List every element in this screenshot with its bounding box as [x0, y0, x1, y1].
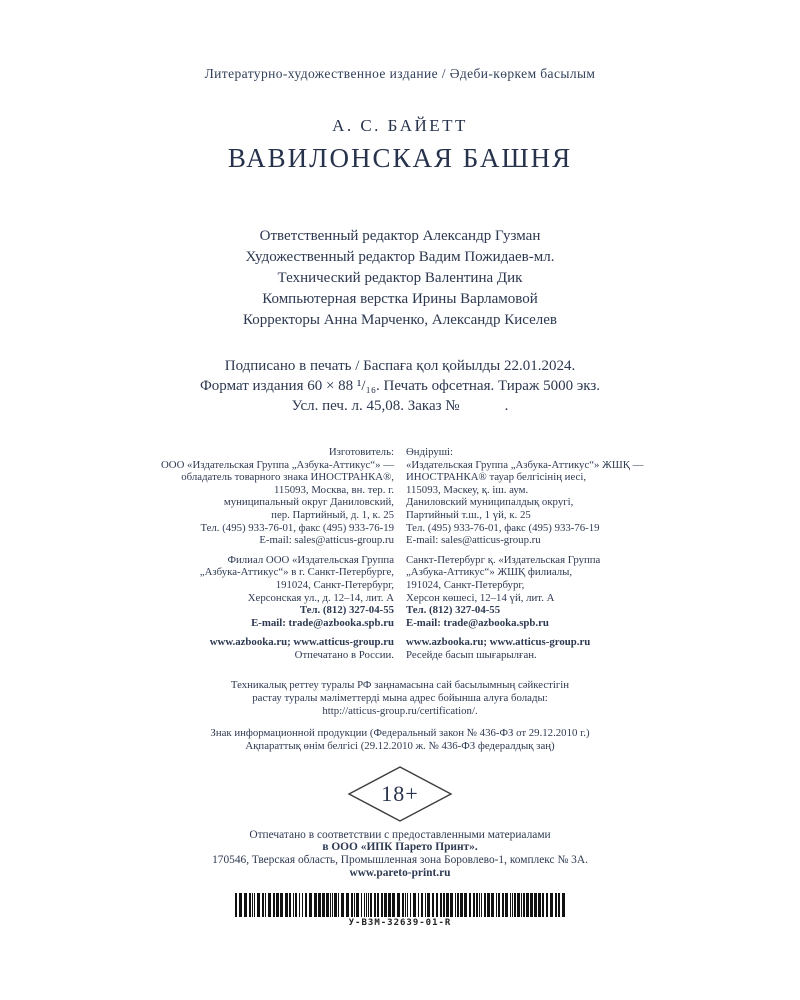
print-info-block: [0, 356, 800, 416]
address-line: Өндіруші:: [406, 446, 454, 458]
address-line: Партийный т.ш., 1 үй, к. 25: [406, 508, 531, 521]
barcode-image: [235, 893, 565, 917]
certification-url-line: http://atticus-group.ru/certification/.: [322, 704, 478, 717]
website-line: www.azbooka.ru; www.atticus-group.ru: [209, 636, 394, 649]
email-line: E-mail: sales@atticus-group.ru: [406, 534, 541, 547]
phone-line: Тел. (495) 933-76-01, факс (495) 933-76-19: [200, 521, 394, 534]
address-line: Херсон көшесі, 12–14 үй, лит. А: [406, 591, 555, 604]
address-line: Изготовитель:: [328, 446, 394, 458]
address-line: ООО «Издательская Группа „Азбука-Аттикус“» —: [160, 458, 394, 471]
address-line: Филиал ООО «Издательская Группа: [227, 553, 394, 566]
email-line: E-mail: trade@azbooka.spb.ru: [251, 616, 394, 629]
age-rating-wrap: [0, 765, 800, 823]
printer-address-line: 170546, Тверская область, Промышленная зона Боровлево-1, комплекс № 3А.: [212, 854, 588, 867]
age-rating-text: 18+: [381, 780, 419, 806]
address-line: обладатель товарного знака ИНОСТРАНКА®,: [181, 471, 394, 484]
address-line: 115093, Москва, вн. тер. г.: [273, 483, 394, 496]
credits-block: [0, 226, 800, 331]
certification-line: растау туралы мәліметтерді мына адрес бойынша алуға болады:: [252, 691, 548, 704]
print-info-line: Усл. печ. л. 45,08. Заказ № .: [291, 398, 509, 414]
print-info-line: Подписано в печать / Баспаға қол қойылды 22.01.2024.: [224, 358, 576, 374]
branch-address-block: [109, 554, 394, 630]
producer-column-kazakh: [406, 446, 691, 669]
credit-line: Технический редактор Валентина Дик: [277, 270, 523, 286]
address-line: Даниловский муниципалдық округі,: [406, 496, 574, 509]
edition-type-line: Литературно-художественное издание / Әдеби-көркем басылым: [204, 66, 596, 81]
address-line: пер. Партийный, д. 1, к. 25: [271, 508, 394, 521]
address-line: «Издательская Группа „Азбука-Аттикус“» ЖШҚ —: [406, 458, 644, 471]
printed-in-line: Отпечатано в России.: [294, 648, 394, 661]
credit-line: Художественный редактор Вадим Пожидаев-мл.: [245, 249, 555, 265]
printer-name-line: в ООО «ИПК Парето Принт».: [322, 841, 478, 854]
barcode-wrap: [0, 893, 800, 928]
producer-columns: [109, 446, 691, 669]
address-line: 191024, Санкт-Петербург,: [275, 578, 394, 591]
producer-column-russian: [109, 446, 394, 669]
website-block: [406, 636, 691, 661]
credit-line: Компьютерная верстка Ирины Варламовой: [262, 291, 538, 307]
email-line: E-mail: sales@atticus-group.ru: [259, 534, 394, 547]
print-info-line: Формат издания 60 × 88 ¹/₁₆. Печать офсетная. Тираж 5000 экз.: [199, 378, 601, 394]
address-line: муниципальный округ Даниловский,: [223, 496, 394, 509]
credit-line: Ответственный редактор Александр Гузман: [259, 228, 541, 244]
producer-address-block: [109, 446, 394, 547]
printer-block: [0, 829, 800, 880]
info-sign-line: Знак информационной продукции (Федеральный закон № 436-ФЗ от 29.12.2010 г.): [210, 726, 590, 739]
certification-line: Техникалық реттеу туралы РФ заңнамасына сай басылымның сәйкестігін: [230, 678, 570, 691]
phone-line: Тел. (812) 327-04-55: [299, 604, 394, 617]
address-line: 191024, Санкт-Петербург,: [406, 578, 525, 591]
author-name: А. С. БАЙЕТТ: [332, 116, 468, 135]
address-line: ИНОСТРАНКА® тауар белгісінің иесі,: [406, 471, 587, 484]
book-title: ВАВИЛОНСКАЯ БАШНЯ: [227, 143, 573, 173]
address-line: „Азбука-Аттикус“» ЖШҚ филиалы,: [406, 566, 573, 579]
age-rating-badge: [347, 765, 453, 823]
printer-line: Отпечатано в соответствии с предоставленными материалами: [249, 828, 551, 841]
credit-line: Корректоры Анна Марченко, Александр Киселев: [243, 312, 557, 328]
printer-website-line: www.pareto-print.ru: [349, 866, 451, 879]
phone-line: Тел. (812) 327-04-55: [406, 604, 501, 617]
address-line: „Азбука-Аттикус“» в г. Санкт-Петербурге,: [199, 566, 394, 579]
address-line: 115093, Мәскеу, қ. іш. аум.: [406, 483, 529, 496]
address-line: Херсонская ул., д. 12–14, лит. А: [247, 591, 394, 604]
info-sign-line: Ақпараттық өнім белгісі (29.12.2010 ж. № 436-ФЗ федералдық заң): [245, 740, 555, 752]
printed-in-line: Ресейде басып шығарылған.: [406, 648, 537, 661]
website-line: www.azbooka.ru; www.atticus-group.ru: [406, 636, 591, 649]
certification-block: [0, 679, 800, 718]
website-block: [109, 636, 394, 661]
branch-address-block: [406, 554, 691, 630]
barcode-label: У-ВЗМ-32639-01-R: [348, 917, 452, 928]
email-line: E-mail: trade@azbooka.spb.ru: [406, 616, 549, 629]
producer-address-block: [406, 446, 691, 547]
info-product-sign-block: [0, 727, 800, 754]
phone-line: Тел. (495) 933-76-01, факс (495) 933-76-19: [406, 521, 600, 534]
address-line: Санкт-Петербург қ. «Издательская Группа: [406, 553, 601, 566]
